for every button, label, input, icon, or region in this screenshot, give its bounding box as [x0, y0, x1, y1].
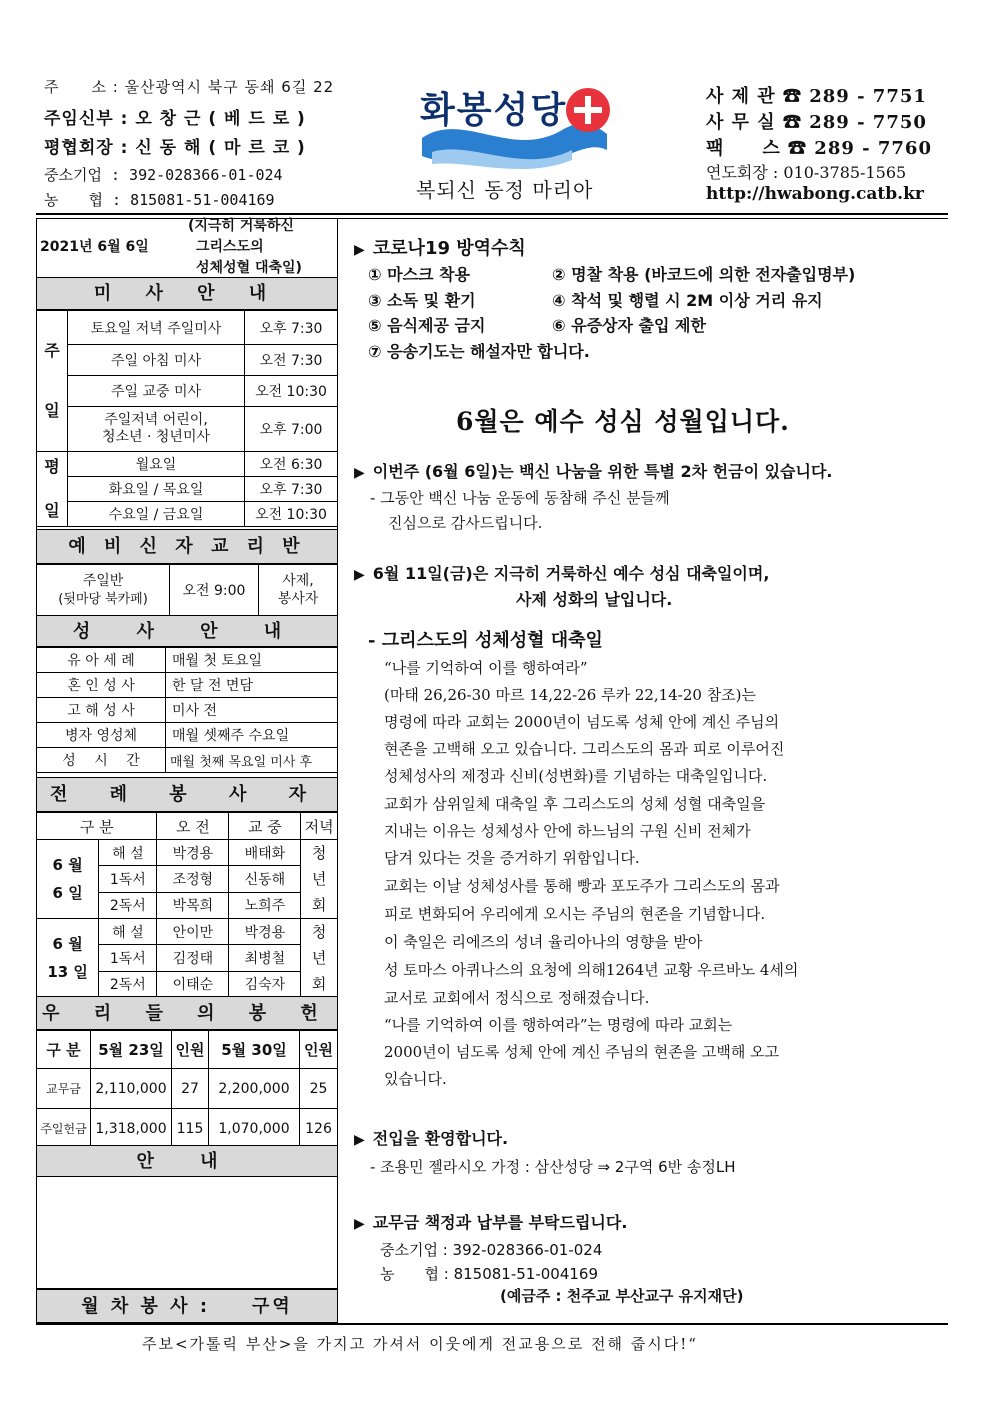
sacrament-name: 혼 인 성 사 [37, 673, 166, 698]
week-date-day: 13 일 [47, 963, 88, 981]
triangle-icon: ▶ [354, 1216, 365, 1232]
church-logo [412, 80, 612, 172]
minister-am: 조정형 [157, 866, 229, 892]
mass-time: 오후 7:30 [245, 311, 338, 345]
minister-role: 2독서 [99, 892, 157, 918]
weekday-label-1: 평 [44, 457, 60, 476]
council-president: 평협회장 : 신 동 해 ( 마 르 코 ) [44, 138, 306, 158]
minister-main: 노희주 [229, 892, 301, 918]
minister-main: 김숙자 [229, 971, 301, 997]
dues-title: 교무금 책정과 납부를 부탁드립니다. [372, 1213, 628, 1232]
sunday-label-2: 일 [44, 401, 60, 420]
offering-label: 교무금 [37, 1069, 91, 1109]
minister-role: 2독서 [99, 971, 157, 997]
sacrament-when: 미사 전 [166, 698, 338, 723]
mass-name: 토요일 저녁 주일미사 [68, 311, 245, 345]
covid-title: 코로나19 방역수칙 [372, 238, 526, 259]
offering-title: 우 리 들 의 봉 헌 [36, 996, 338, 1030]
sacred-heart-section [354, 561, 769, 584]
website-url[interactable]: http://hwabong.catb.kr [706, 184, 924, 204]
phone-rectory: 사 제 관 ☎ 289 - 7751 [706, 86, 927, 107]
corpus-line: 성 토마스 아퀴나스의 요청에 의해1264년 교황 우르바노 4세의 [384, 961, 799, 979]
mass-name: 수요일 / 금요일 [68, 502, 245, 527]
sacrament-when: 매월 첫 토요일 [166, 648, 338, 673]
minister-role: 1독서 [99, 945, 157, 971]
minister-role: 1독서 [99, 866, 157, 892]
corpus-line: 교회가 삼위일체 대축일 후 그리스도의 성체 성혈 대축일을 [384, 795, 766, 813]
offering-count: 25 [300, 1069, 338, 1109]
col-header: 교 중 [229, 813, 301, 840]
corpus-line: 교서로 교회에서 정식으로 정해졌습니다. [384, 989, 650, 1007]
class-name [37, 565, 170, 616]
week-date [37, 840, 99, 919]
sacred-heart-line-1: 6월 11일(금)은 지극히 거룩하신 예수 성심 대축일이며, [372, 564, 770, 583]
dues-account-2: 농 협 : 815081-51-004169 [380, 1265, 599, 1283]
ministers-table [36, 812, 338, 998]
sacred-heart-line-2: 사제 성화의 날입니다. [516, 590, 673, 609]
sunday-label-1: 주 [44, 341, 60, 360]
mass-time: 오후 7:00 [245, 407, 338, 452]
col-header: 인원 [172, 1031, 209, 1069]
minister-main: 박경용 [229, 919, 301, 945]
corpus-line: 이 축일은 리에즈의 성녀 율리아나의 영향을 받아 [384, 933, 703, 951]
sacrament-name: 병자 영성체 [37, 723, 166, 748]
covid-item: ⑦ 응송기도는 해설자만 합니다. [368, 342, 590, 361]
col-header: 구 분 [37, 1031, 91, 1069]
triangle-icon: ▶ [354, 567, 365, 583]
evening-char: 청 [311, 844, 327, 862]
corpus-line: 지내는 이유는 성체성사 안에 하느님의 구원 신비 전체가 [384, 822, 751, 840]
vaccine-line-1: - 그동안 백신 나눔 운동에 동참해 주신 분들께 [370, 489, 670, 507]
minister-main: 배태화 [229, 840, 301, 866]
covid-item: ① 마스크 착용 [368, 265, 470, 284]
minister-evening [301, 840, 338, 919]
mass-time: 오전 7:30 [245, 345, 338, 376]
sunday-label [37, 311, 68, 452]
minister-evening [301, 919, 338, 998]
catechumen-title: 예 비 신 자 교 리 반 [36, 529, 338, 564]
welcome-title: 전입을 환영합니다. [372, 1129, 509, 1148]
sacrament-name: 고 해 성 사 [37, 698, 166, 723]
vaccine-section [354, 459, 833, 482]
sacrament-when: 매월 셋째주 수요일 [166, 723, 338, 748]
covid-item: ⑥ 유증상자 출입 제한 [552, 316, 706, 335]
offering-label: 주일헌금 [37, 1109, 91, 1149]
corpus-line: “나를 기억하여 이를 행하여라”는 명령에 따라 교회는 [384, 1016, 733, 1034]
evening-char: 회 [311, 896, 327, 914]
mass-time: 오전 10:30 [245, 502, 338, 527]
dues-account-1: 중소기업 : 392-028366-01-024 [380, 1241, 603, 1259]
offering-count: 115 [172, 1109, 209, 1149]
minister-main: 신동해 [229, 866, 301, 892]
mass-time: 오후 7:30 [245, 477, 338, 502]
covid-item: ② 명찰 착용 (바코드에 의한 전자출입명부) [552, 265, 856, 284]
date-box [36, 219, 338, 277]
monthly-service: 월 차 봉 사 : 구역 [36, 1289, 338, 1323]
address: 주 소 : 울산광역시 북구 동쇄 6길 22 [44, 78, 335, 96]
corpus-line: 담겨 있다는 것을 증거하기 위함입니다. [384, 849, 640, 867]
sacrament-name: 유 아 세 례 [37, 648, 166, 673]
offering-amount: 1,070,000 [209, 1109, 300, 1149]
mass-time: 오전 6:30 [245, 452, 338, 477]
notice-title: 안 내 [36, 1145, 338, 1177]
minister-main: 최병철 [229, 945, 301, 971]
sacrament-name: 성 시 간 [37, 748, 166, 773]
corpus-line: 성체성사의 제정과 신비(성변화)를 기념하는 대축일입니다. [384, 767, 768, 785]
offering-amount: 1,318,000 [91, 1109, 172, 1149]
offering-table [36, 1030, 338, 1149]
corpus-line: 피로 변화되어 우리에게 오시는 주님의 현존을 기념합니다. [384, 905, 766, 923]
minister-am: 박목희 [157, 892, 229, 918]
class-teacher [259, 565, 338, 616]
church-name: 화봉성당 [420, 89, 568, 131]
offering-amount: 2,110,000 [91, 1069, 172, 1109]
sacrament-when: 매월 첫째 목요일 미사 후 [166, 748, 338, 773]
minister-role: 해 설 [99, 840, 157, 866]
phone-fax: 팩 스 ☎ 289 - 7760 [706, 138, 932, 159]
feast-line-2: 그리스도의 [196, 239, 264, 255]
corpus-line: 현존을 고백해 오고 있습니다. 그리스도의 몸과 피로 이루어진 [384, 740, 785, 758]
corpus-line: 명령에 따라 교회는 2000년이 넘도록 성체 안에 계신 주님의 [384, 713, 780, 731]
class-time: 오전 9:00 [170, 565, 259, 616]
evening-char: 회 [311, 975, 327, 993]
weekday-label-2: 일 [44, 501, 60, 520]
covid-item: ③ 소독 및 환기 [368, 291, 476, 310]
dues-holder: (예금주 : 천주교 부산교구 유지재단) [500, 1287, 744, 1305]
triangle-icon: ▶ [354, 465, 365, 481]
week-date-month: 6 월 [52, 935, 83, 953]
class-name-2: (뒷마당 북카페) [58, 591, 148, 607]
minister-am: 김정태 [157, 945, 229, 971]
header-rule [36, 213, 948, 215]
mass-title: 미 사 안 내 [36, 277, 338, 310]
evening-char: 년 [311, 949, 327, 967]
class-name-1: 주일반 [82, 572, 124, 589]
mass-name: 주일 아침 미사 [68, 345, 245, 376]
class-teacher-2: 봉사자 [277, 591, 319, 607]
corpus-title: - 그리스도의 성체성혈 대축일 [368, 630, 603, 651]
welcome-section [354, 1126, 508, 1149]
bank-account-2: 농 협 : 815081-51-004169 [44, 191, 275, 209]
sacraments-table [36, 647, 338, 773]
youth-leader-phone: 연도회장 : 010-3785-1565 [706, 163, 907, 182]
mass-name-line-2: 청소년 · 청년미사 [101, 429, 211, 445]
corpus-line: (마태 26,26-30 마르 14,22-26 루카 22,14-20 참조)는 [384, 686, 757, 704]
evening-char: 년 [311, 870, 327, 888]
catechumen-table [36, 564, 338, 616]
ministers-title: 전 례 봉 사 자 [36, 777, 338, 812]
class-teacher-1: 사제, [282, 573, 314, 589]
sacrament-when: 한 달 전 면담 [166, 673, 338, 698]
corpus-line: 있습니다. [384, 1070, 447, 1088]
offering-amount: 2,200,000 [209, 1069, 300, 1109]
vaccine-title: 이번주 (6월 6일)는 백신 나눔을 위한 특별 2차 헌금이 있습니다. [372, 462, 833, 481]
col-header: 인원 [300, 1031, 338, 1069]
corpus-line: 교회는 이날 성체성사를 통해 빵과 포도주가 그리스도의 몸과 [384, 877, 780, 895]
feast-line-3: 성체성혈 대축일) [196, 260, 302, 276]
triangle-icon: ▶ [354, 1132, 365, 1148]
feast-line-1: (지극히 거룩하신 [188, 218, 294, 234]
week-date-month: 6 월 [52, 856, 83, 874]
offering-count: 27 [172, 1069, 209, 1109]
mass-time: 오전 10:30 [245, 376, 338, 407]
mass-name-line-1: 주일저녁 어린이, [104, 412, 208, 428]
corpus-line: “나를 기억하여 이를 행하여라” [384, 659, 588, 677]
col-header: 오 전 [157, 813, 229, 840]
col-header: 저녁 [301, 813, 338, 840]
col-header: 5월 23일 [91, 1031, 172, 1069]
footer-rule [36, 1323, 948, 1325]
minister-am: 박경용 [157, 840, 229, 866]
mass-name: 화요일 / 목요일 [68, 477, 245, 502]
minister-role: 해 설 [99, 919, 157, 945]
vaccine-line-2: 진심으로 감사드립니다. [388, 514, 543, 532]
mass-name: 주일 교중 미사 [68, 376, 245, 407]
mass-table [36, 310, 338, 527]
week-date [37, 919, 99, 998]
bank-account-1: 중소기업 : 392-028366-01-024 [44, 166, 283, 184]
triangle-icon: ▶ [354, 242, 365, 258]
weekday-label [37, 452, 68, 527]
phone-office: 사 무 실 ☎ 289 - 7750 [706, 112, 927, 133]
corpus-line: 2000년이 넘도록 성체 안에 계신 주님의 현존을 고백해 오고 [384, 1043, 780, 1061]
pastor: 주임신부 : 오 창 근 ( 베 드 로 ) [44, 109, 306, 129]
monthly-headline: 6월은 예수 성심 성월입니다. [456, 407, 790, 436]
evening-char: 청 [311, 923, 327, 941]
dues-section [354, 1210, 627, 1233]
covid-section [354, 234, 526, 260]
footer-message: 주보<가톨릭 부산>을 가지고 가셔서 이웃에게 전교용으로 전해 줍시다!“ [142, 1335, 698, 1353]
covid-item: ⑤ 음식제공 금지 [368, 316, 486, 335]
mass-name: 월요일 [68, 452, 245, 477]
patron-saint: 복되신 동정 마리아 [416, 178, 594, 202]
bulletin-date: 2021년 6월 6일 [40, 239, 149, 255]
col-header: 구 분 [37, 813, 157, 840]
offering-count: 126 [300, 1109, 338, 1149]
covid-item: ④ 착석 및 행렬 시 2M 이상 거리 유지 [552, 291, 823, 310]
week-date-day: 6 일 [52, 884, 83, 902]
notice-box [36, 1177, 338, 1289]
minister-am: 이태순 [157, 971, 229, 997]
welcome-line: - 조용민 젤라시오 가정 : 삼산성당 ⇒ 2구역 6반 송정LH [370, 1158, 736, 1176]
col-header: 5월 30일 [209, 1031, 300, 1069]
minister-am: 안이만 [157, 919, 229, 945]
sacraments-title: 성 사 안 내 [36, 615, 338, 647]
mass-name [68, 407, 245, 452]
